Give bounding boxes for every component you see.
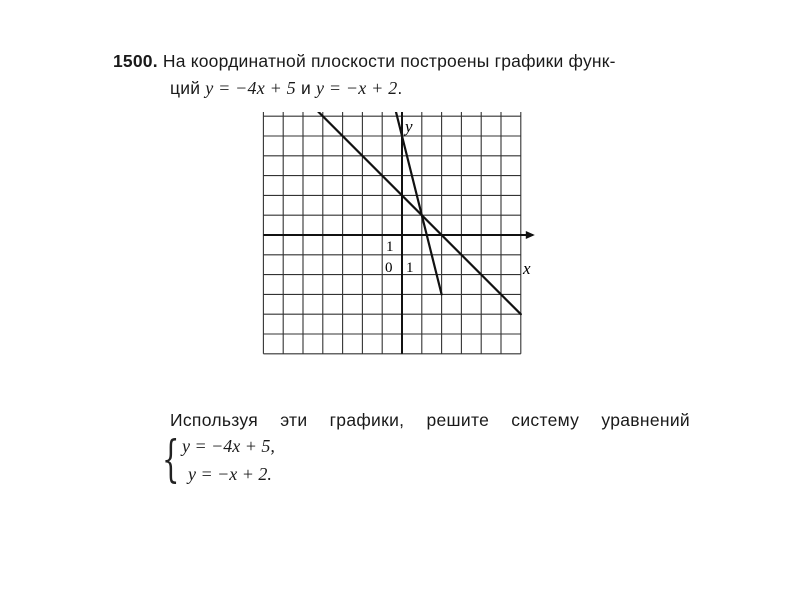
origin-label: 0 [385,260,393,276]
y-axis-label: y [405,117,413,136]
connector-word: и [300,78,311,98]
problem-text-line2: ций [170,78,201,98]
function-2: y = −x + 2 [315,78,398,98]
coordinate-plane [255,112,545,397]
problem-text-line1: На координатной плоскости построены графики функ- [162,51,616,71]
problem-line-1 [113,48,693,75]
grid-lines [263,112,520,354]
problem-number: 1500. [113,51,158,71]
function-line-2 [303,112,521,314]
y-unit-label: 1 [386,239,394,255]
x-axis-arrow [526,231,535,239]
x-unit-label: 1 [406,260,414,276]
function-lines [303,112,521,314]
function-1: y = −4x + 5 [205,78,296,98]
task-text: Используя эти графики, решите систему уравнений [170,410,690,430]
system-equation-1: y = −4x + 5, [182,436,275,456]
problem-statement [113,48,693,102]
axes [263,112,534,354]
problem-line-2 [113,75,693,102]
equation-system [162,431,362,491]
x-axis-label: x [523,259,531,278]
function-line-1 [392,112,442,294]
sentence-end: . [397,78,403,98]
system-brace: { [162,430,180,488]
system-equation-2: y = −x + 2. [188,464,272,484]
